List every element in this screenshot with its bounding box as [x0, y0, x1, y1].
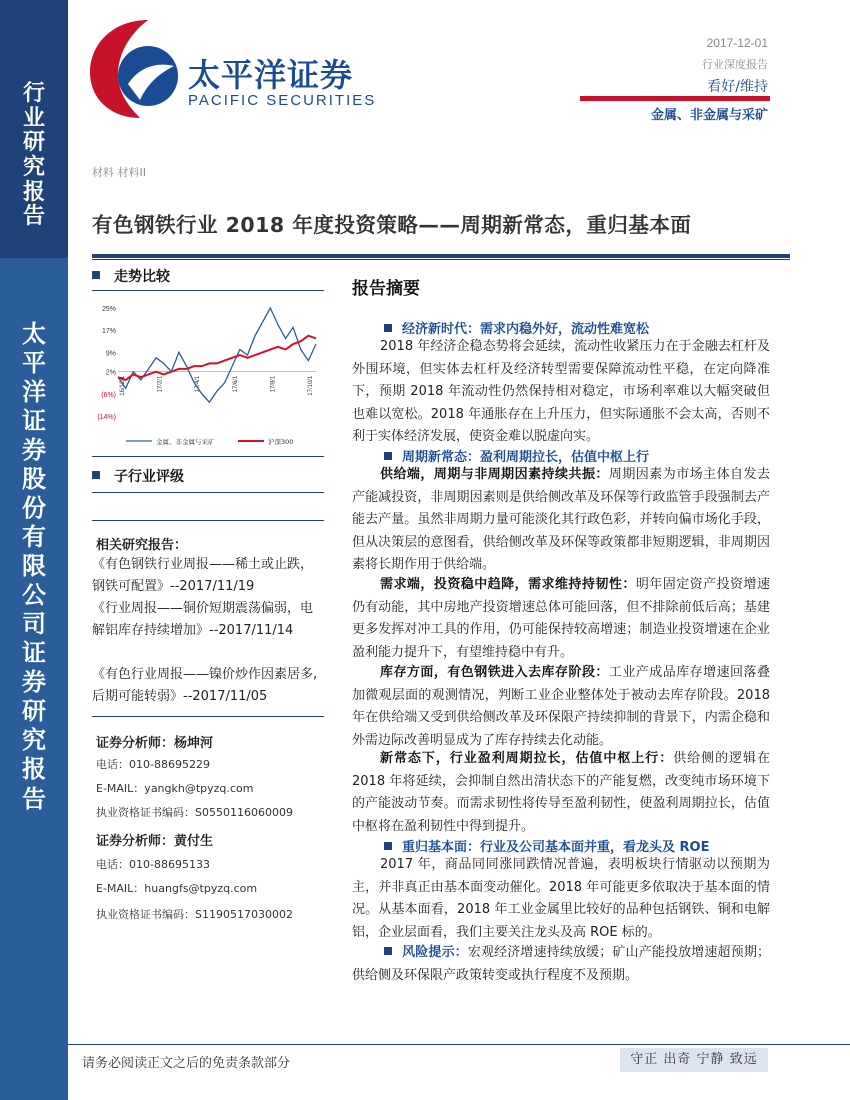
- related-reports-heading: 相关研究报告：: [96, 538, 188, 553]
- analyst-phone: 电话：010-88695133: [96, 858, 210, 871]
- y-tick-label: 17%: [101, 328, 116, 336]
- bullet-square-icon: [384, 842, 392, 850]
- abstract-paragraph: 2018 年经济企稳态势将会延续，流动性收紧压力在于金融去杠杆及外围环境，但实体去杠杆及经济转型需要保障流动性平稳，在定向降准下，预期 2018 年流动性仍然保持相对稳定，市场利率难以大幅突破但也难以宽松。2018 年通胀存在上升压力，但实际通胀不会太高，否则不利于实体经济发展，使资金难以脱虚向实。: [352, 339, 770, 445]
- subrating-divider-bottom: [92, 520, 324, 521]
- x-tick-label: 17/10/1: [308, 375, 314, 396]
- analyst-cert: 执业资格证书编码：S1190517030002: [96, 908, 293, 921]
- abstract-subheading: 重归基本面：行业及公司基本面并重，看龙头及 ROE: [384, 836, 709, 855]
- abstract-heading: 报告摘要: [352, 279, 420, 299]
- legend-label: 金属、非金属与采矿: [156, 438, 215, 446]
- abstract-subheading: 周期新常态：盈利周期拉长，估值中枢上行: [384, 446, 649, 465]
- bullet-square-icon: [384, 452, 392, 460]
- abstract-paragraph: 2017 年，商品同同涨同跌情况普遍，表明板块行情驱动以预期为主，并非真正由基本面变动催化。2018 年可能更多依取决于基本面的情况。从基本面看，2018 年工业金属里比较好的品种包括钢铁、铜和电解铝，企业层面看，我们主要关注龙头及高 ROE 标的。: [352, 857, 770, 940]
- risk-warning-paragraph: 风险提示：宏观经济增速持续放缓；矿山产能投放增速超预期；供给侧及环保限产政策转变或执行程度不及预期。: [352, 945, 770, 983]
- header-accent-bar: [580, 96, 770, 101]
- subrating-section-heading: 子行业评级: [92, 466, 184, 486]
- series-line-metals: [118, 308, 316, 402]
- footer-divider: [68, 1044, 850, 1045]
- trend-chart: [88, 298, 320, 454]
- trend-divider: [92, 290, 324, 291]
- subrating-divider-top: [92, 492, 324, 493]
- y-tick-label: (6%): [101, 391, 116, 399]
- x-tick-label: 17/2/1: [157, 375, 164, 393]
- series-line-hs300: [118, 336, 316, 380]
- bullet-square-icon: [92, 271, 100, 279]
- analyst-name: 证券分析师：黄付生: [96, 834, 214, 849]
- related-report-item[interactable]: 《有色钢铁行业周报——稀土或止跌，钢铁可配置》--2017/11/19: [92, 557, 314, 594]
- abstract-paragraph: 供给端，周期与非周期因素持续共振：周期因素为市场主体自发去产能减投资，非周期因素则是供给侧改革及环保等行政监管手段强制去产能去产量。虽然非周期力量可能淡化其行政色彩，并转向偏市场化手段，但从决策层的意图看，供给侧改革及环保等政策都非短期逻辑，非周期因素将长期作用于供给端。: [352, 467, 770, 573]
- report-category-vertical: 行 业 研 究 报 告: [22, 81, 45, 230]
- related-report-item[interactable]: 《行业周报——铜价短期震荡偏弱，电解铝库存持续增加》--2017/11/14: [92, 601, 314, 638]
- report-date: 2017-12-01: [706, 36, 768, 50]
- rating: 看好/维持: [707, 79, 768, 95]
- title-divider: [92, 254, 790, 258]
- trend-section-heading: 走势比较: [92, 266, 170, 286]
- analyst-cert: 执业资格证书编码：S0550116060009: [96, 806, 293, 819]
- analyst-name: 证券分析师：杨坤河: [96, 736, 214, 751]
- x-tick-label: 16/12/1: [120, 375, 126, 396]
- y-tick-label: (14%): [97, 414, 116, 421]
- title-divider-thin: [92, 259, 790, 260]
- x-tick-label: 17/8/1: [270, 375, 277, 393]
- y-tick-label: 9%: [105, 350, 116, 358]
- risk-warning-heading: 风险提示：: [384, 945, 468, 960]
- footer-motto: 守正 出奇 宁静 致远: [620, 1048, 768, 1072]
- page-title: 有色钢铁行业 2018 年度投资策略——周期新常态，重归基本面: [92, 213, 692, 237]
- bullet-square-icon: [384, 324, 392, 332]
- abstract-paragraph: 库存方面，有色钢铁进入去库存阶段：工业产成品库存增速回落叠加微观层面的观测情况，判断工业企业整体处于被动去库存阶段。2018 年在供给端又受到供给侧改革及环保限产持续抑制的背景下，内需企稳和外需边际改善明显成为了库存持续去化动能。: [352, 665, 770, 748]
- related-report-item[interactable]: 《有色行业周报——镍价炒作因素居多,后期可能转弱》--2017/11/05: [92, 667, 318, 704]
- legend-label: 沪深300: [268, 438, 294, 446]
- abstract-paragraph: 需求端，投资稳中趋降，需求维持持韧性：明年固定资产投资增速仍有动能，其中房地产投资增速总体可能回落，但不排除前低后高；基建更多发挥对冲工具的作用，仍可能保持较高增速；制造业投资增速在企业盈利能力提升下，有望维持稳中有升。: [352, 577, 770, 660]
- sector-name: 金属、非金属与采矿: [650, 108, 768, 123]
- analyst-email[interactable]: E-MAIL：yangkh@tpyzq.com: [96, 782, 254, 795]
- logo-text-cn: 太平洋证券: [188, 56, 354, 94]
- bullet-square-icon: [384, 947, 392, 955]
- logo-mark-icon: [88, 16, 188, 120]
- x-tick-label: 17/6/1: [232, 375, 239, 393]
- y-tick-label: 25%: [101, 306, 116, 313]
- abstract-subheading: 经济新时代：需求内稳外好，流动性难宽松: [384, 318, 649, 337]
- company-name-vertical: 太 平 洋 证 券 股 份 有 限 公 司 证 券 研 究 报 告: [22, 320, 46, 813]
- breadcrumb: 材料 材料II: [92, 166, 146, 179]
- logo-text-en: PACIFIC SECURITIES: [188, 92, 377, 109]
- footer-disclaimer: 请务必阅读正文之后的免责条款部分: [82, 1056, 291, 1071]
- report-type: 行业深度报告: [702, 58, 768, 71]
- x-tick-label: 17/4/1: [195, 375, 202, 393]
- bullet-square-icon: [92, 471, 100, 479]
- chart-divider: [92, 456, 324, 457]
- y-tick-label: 2%: [105, 369, 116, 377]
- analyst-email[interactable]: E-MAIL：huangfs@tpyzq.com: [96, 882, 258, 895]
- related-divider: [92, 716, 324, 717]
- abstract-paragraph: 新常态下，行业盈利周期拉长，估值中枢上行：供给侧的逻辑在 2018 年将延续，会抑制自然出清状态下的产能复燃，改变纯市场环境下的产能波动节奏。而需求韧性将传导至盈利韧性，使盈利周期拉长，估值中枢将在盈利韧性中得到提升。: [352, 751, 770, 834]
- analyst-phone: 电话：010-88695229: [96, 758, 210, 771]
